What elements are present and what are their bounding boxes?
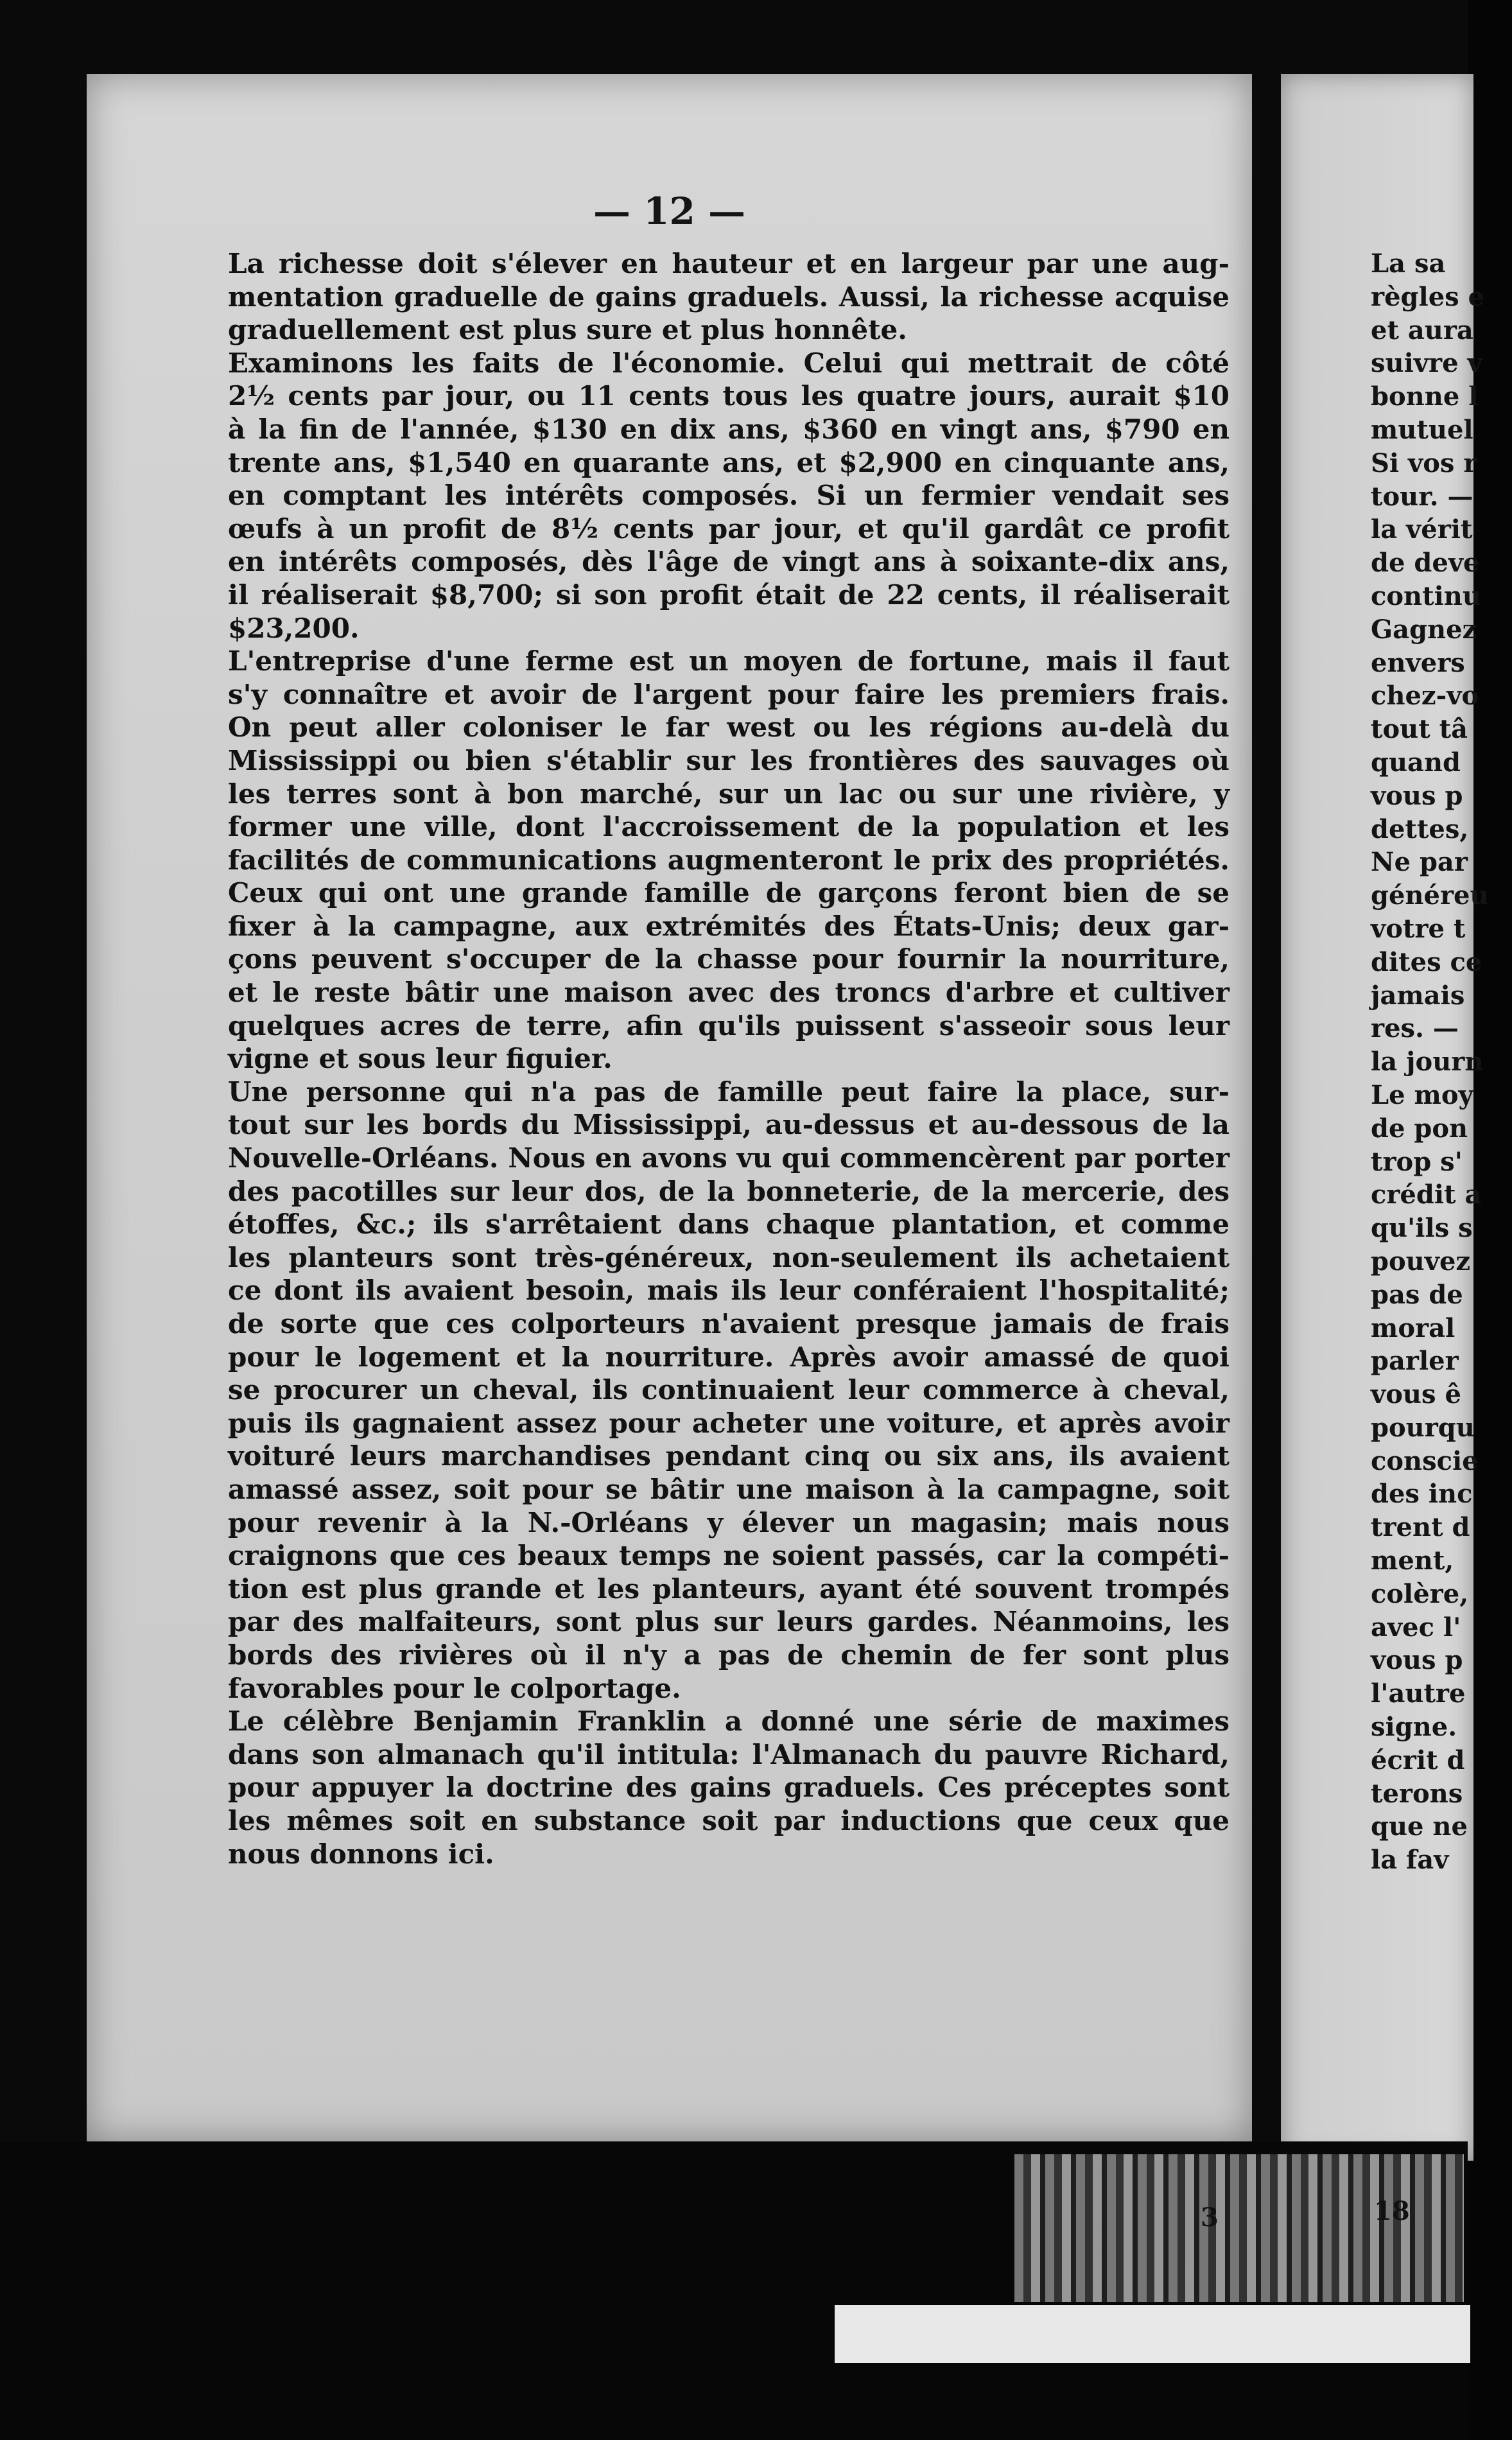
text-line: amassé assez, soit pour se bâtir une maison à la campagne, soit [228,1473,1230,1505]
text-line: par des malfaiteurs, sont plus sur leurs gardes. Néanmoins, les [228,1606,1230,1638]
text-line: graduellement est plus sure et plus honnête. [228,314,907,346]
adjacent-text-line: La sa [1371,248,1446,279]
adjacent-text-line: vous p [1371,780,1463,811]
adjacent-text-line: écrit d [1371,1745,1465,1775]
text-line: fixer à la campagne, aux extrémités des États-Unis; deux gar- [228,910,1230,942]
adjacent-text-line: crédit a [1371,1180,1482,1210]
adjacent-text-line: colère, [1371,1578,1469,1609]
adjacent-text-line: Gagnez [1371,614,1477,645]
text-line: dans son almanach qu'il intitula: l'Almanach du pauvre Richard, [228,1738,1230,1770]
adjacent-text-line: l'autre [1371,1678,1466,1709]
text-line: voituré leurs marchandises pendant cinq ou six ans, ils avaient [228,1440,1230,1472]
text-line: favorables pour le colportage. [228,1672,681,1704]
text-line: 2½ cents par jour, ou 11 cents tous les quatre jours, aurait $10 [228,380,1230,412]
adjacent-text-line: pas de [1371,1279,1463,1310]
adjacent-text-line: vous p [1371,1645,1463,1676]
adjacent-text-line: la journ [1371,1047,1484,1077]
text-line: L'entreprise d'une ferme est un moyen de fortune, mais il faut [228,645,1230,677]
text-line: pour revenir à la N.-Orléans y élever un magasin; mais nous [228,1506,1230,1538]
text-line: trente ans, $1,540 en quarante ans, et $2,900 en cinquante ans, [228,446,1230,478]
adjacent-text-line: res. — [1371,1013,1459,1044]
text-line: tout sur les bords du Mississippi, au-dessus et au-dessous de la [228,1109,1230,1141]
text-line: former une ville, dont l'accroissement de la population et les [228,811,1230,843]
text-line: $23,200. [228,612,360,644]
adjacent-text-line: terons [1371,1778,1463,1809]
text-line: en comptant les intérêts composés. Si un fermier vendait ses [228,480,1230,512]
adjacent-text-line: dettes, [1371,814,1469,844]
text-line: étoffes, &c.; ils s'arrêtaient dans chaque plantation, et comme [228,1208,1230,1241]
text-line: Examinons les faits de l'économie. Celui qui mettrait de côté [228,347,1230,379]
text-line: se procurer un cheval, ils continuaient leur commerce à cheval, [228,1374,1230,1406]
text-line: nous donnons ici. [228,1838,494,1870]
text-line: les planteurs sont très-généreux, non-seulement ils achetaient [228,1241,1230,1273]
text-line: il réaliserait $8,700; si son profit était de 22 cents, il réaliserait [228,579,1230,611]
adjacent-text-line: pourqu [1371,1412,1475,1443]
text-line: en intérêts composés, dès l'âge de vingt ans à soixante-dix ans, [228,546,1230,578]
adjacent-text-line: de deve [1371,548,1480,579]
text-line: çons peuvent s'occuper de la chasse pour fournir la nourriture, [228,943,1230,975]
adjacent-text-line: signe. [1371,1712,1457,1743]
adjacent-text-line: de pon [1371,1113,1468,1144]
adjacent-text-line: votre t [1371,913,1466,944]
adjacent-text-line: bonne l [1371,381,1479,412]
page-edges [1014,2154,1464,2302]
text-line: œufs à un profit de 8½ cents par jour, et qu'il gardât ce profit [228,512,1230,545]
text-line: et le reste bâtir une maison avec des troncs d'arbre et cultiver [228,977,1230,1009]
adjacent-text-line: et aura [1371,315,1473,345]
adjacent-text-line: Le moy [1371,1079,1473,1110]
adjacent-text-line: généreu [1371,880,1489,911]
text-line: pour le logement et la nourriture. Après avoir amassé de quoi [228,1341,1230,1373]
text-line: les mêmes soit en substance soit par inductions que ceux que [228,1804,1230,1836]
adjacent-page [1281,74,1489,2161]
text-line: les terres sont à bon marché, sur un lac ou sur une rivière, y [228,778,1230,810]
edge-mark: 3 [1201,2202,1219,2233]
text-line: quelques acres de terre, afin qu'ils puissent s'asseoir sous leur [228,1009,1230,1041]
text-line: ce dont ils avaient besoin, mais ils leur conféraient l'hospitalité; [228,1275,1230,1307]
adjacent-text-line: ment, [1371,1546,1454,1576]
text-line: de sorte que ces colporteurs n'avaient presque jamais de frais [228,1308,1230,1339]
adjacent-text-line: jamais [1371,980,1465,1011]
text-line: puis ils gagnaient assez pour acheter une voiture, et après avoir [228,1407,1230,1439]
adjacent-text-line: conscie [1371,1445,1479,1476]
text-line: vigne et sous leur figuier. [228,1043,613,1075]
text-line: craignons que ces beaux temps ne soient passés, car la compéti- [228,1540,1230,1572]
adjacent-text-line: vous ê [1371,1379,1461,1410]
adjacent-text-line: tour. — [1371,481,1473,512]
adjacent-text-line: quand [1371,747,1461,778]
text-line: On peut aller coloniser le far west ou les régions au-delà du [228,711,1230,744]
text-line: pour appuyer la doctrine des gains graduels. Ces préceptes sont [228,1772,1230,1804]
text-line: tion est plus grande et les planteurs, ayant été souvent trompés [228,1573,1230,1605]
text-line: Mississippi ou bien s'établir sur les frontières des sauvages où [228,744,1230,776]
adjacent-text-line: Ne par [1371,847,1468,878]
adjacent-text-line: règles e [1371,281,1485,312]
adjacent-text-line: que ne [1371,1811,1468,1842]
text-line: des pacotilles sur leur dos, de la bonneterie, de la mercerie, des [228,1175,1230,1207]
adjacent-text-line: dites ce [1371,946,1482,977]
adjacent-text-line: avec l' [1371,1612,1461,1643]
adjacent-text-line: tout tâ [1371,714,1468,745]
adjacent-text-line: trent d [1371,1512,1470,1543]
page-number: — 12 — [593,189,746,233]
text-line: Nouvelle-Orléans. Nous en avons vu qui commencèrent par porter [228,1142,1230,1174]
text-line: facilités de communications augmenteront le prix des propriétés. [228,844,1230,876]
adjacent-text-line: moral [1371,1312,1456,1343]
adjacent-text-line: la vérit [1371,514,1473,545]
text-line: Ceux qui ont une grande famille de garçons feront bien de se [228,877,1230,909]
adjacent-text-line: mutuel [1371,414,1473,445]
adjacent-text-line: chez-vo [1371,681,1479,711]
book-page [87,74,1252,2141]
adjacent-text-line: envers [1371,647,1465,678]
adjacent-text-line: la fav [1371,1845,1449,1876]
text-line: La richesse doit s'élever en hauteur et en largeur par une aug- [228,248,1230,279]
edge-mark: 18 [1374,2196,1410,2226]
text-line: s'y connaître et avoir de l'argent pour faire les premiers frais. [228,678,1230,710]
adjacent-text-line: Si vos r [1371,448,1477,478]
adjacent-text-line: des inc [1371,1479,1473,1510]
adjacent-text-line: qu'ils s [1371,1213,1473,1244]
adjacent-page-text [1371,247,1512,1877]
text-line: bords des rivières où il n'y a pas de chemin de fer sont plus [228,1639,1230,1671]
adjacent-text-line: pouvez [1371,1246,1471,1277]
adjacent-text-line: continu [1371,580,1481,611]
text-line: à la fin de l'année, $130 en dix ans, $360 en vingt ans, $790 en [228,413,1230,445]
adjacent-text-line: parler [1371,1346,1459,1377]
adjacent-text-line: trop s' [1371,1146,1463,1177]
page-edge-highlight [835,2305,1470,2363]
page-body-text [228,247,1230,1870]
text-line: mentation graduelle de gains graduels. Aussi, la richesse acquise [228,281,1230,313]
text-line: Une personne qui n'a pas de famille peut faire la place, sur- [228,1076,1230,1108]
text-line: Le célèbre Benjamin Franklin a donné une série de maximes [228,1705,1230,1738]
adjacent-text-line: suivre v [1371,348,1482,379]
